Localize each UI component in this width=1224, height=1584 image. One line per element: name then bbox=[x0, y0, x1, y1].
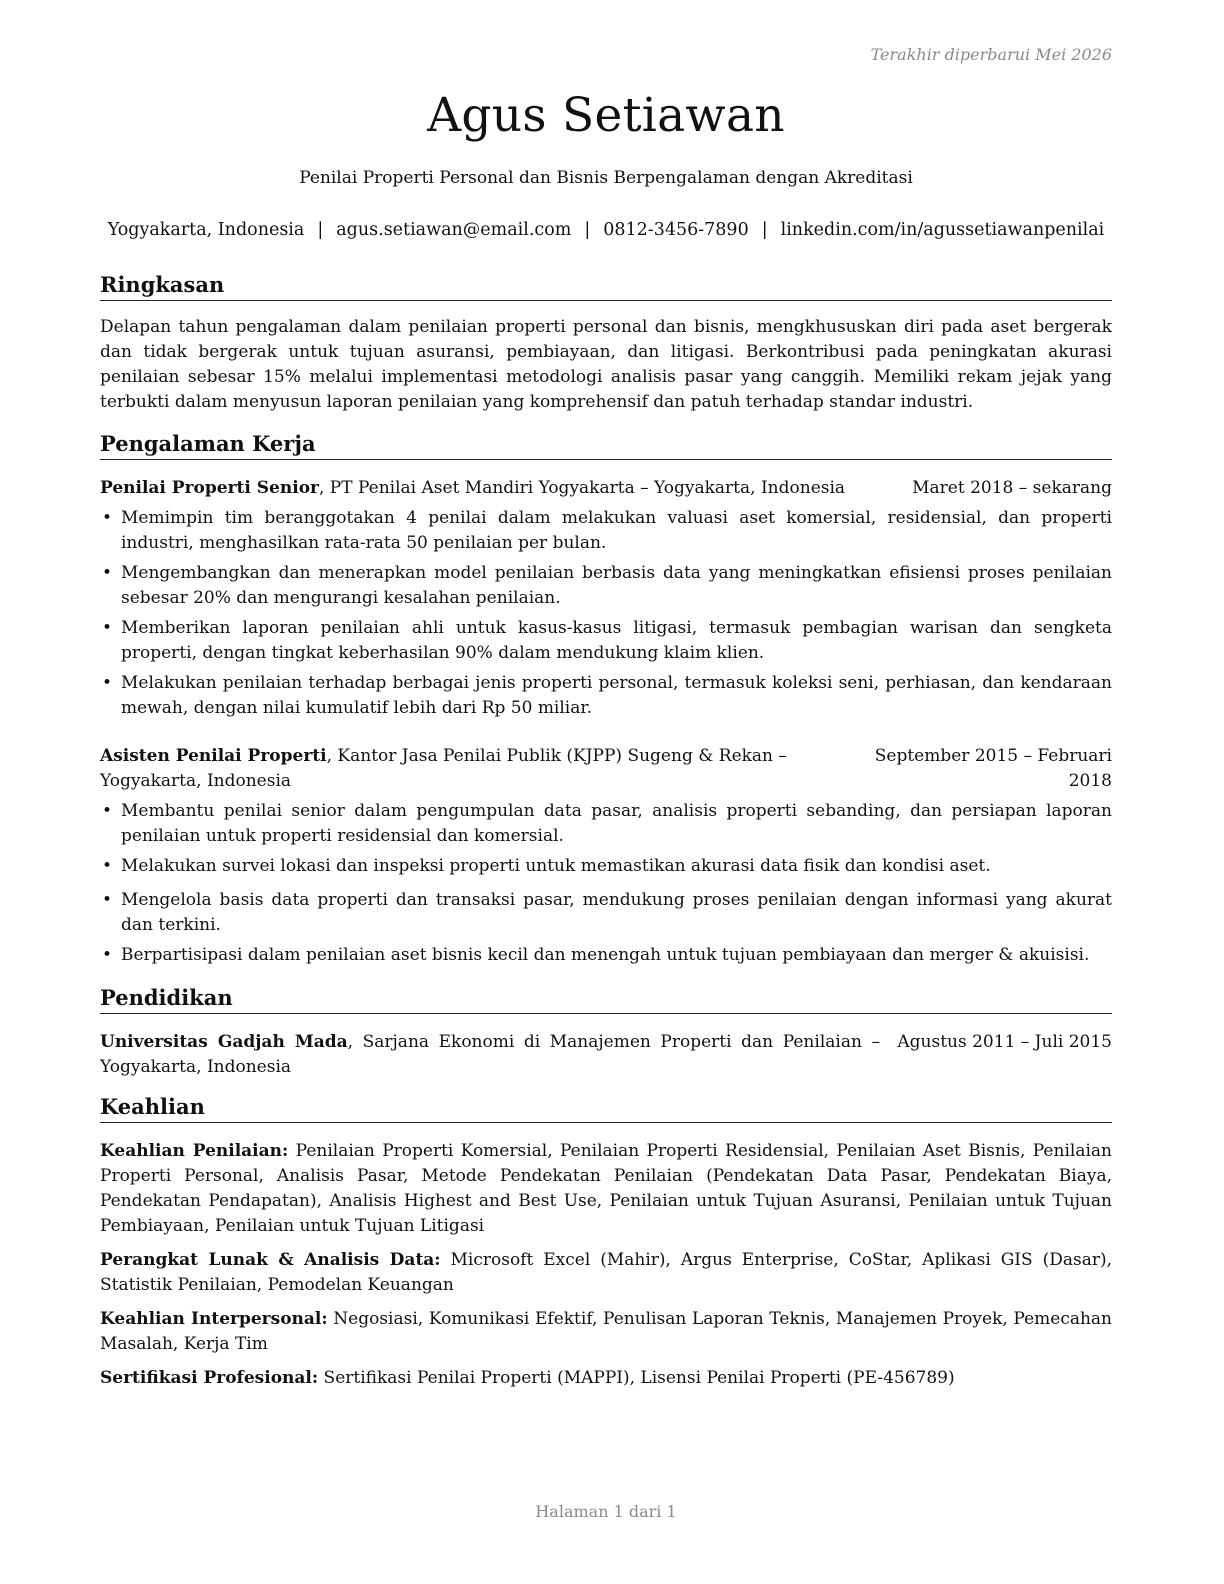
skill-group-text: Sertifikasi Penilai Properti (MAPPI), Lisensi Penilai Properti (PE-456789) bbox=[318, 1368, 955, 1388]
job-entry bbox=[100, 476, 1112, 721]
experience-section bbox=[100, 431, 1112, 973]
contact-separator: | bbox=[761, 220, 768, 240]
job-bullet: • Memimpin tim beranggotakan 4 penilai dalam melakukan valuasi aset komersial, residensial, dan properti industri, menghasilkan rata-rata 50 penilaian per bulan. bbox=[100, 506, 1112, 556]
job-bullet: • Melakukan survei lokasi dan inspeksi properti untuk memastikan akurasi data fisik dan kondisi aset. bbox=[100, 854, 1112, 879]
skill-group bbox=[100, 1248, 1112, 1298]
job-role: Penilai Properti Senior bbox=[100, 478, 319, 498]
skills-section bbox=[100, 1094, 1112, 1400]
skill-group-label: Keahlian Penilaian: bbox=[100, 1141, 289, 1161]
contact-separator: | bbox=[584, 220, 591, 240]
skill-group-label: Sertifikasi Profesional: bbox=[100, 1368, 319, 1388]
education-entry bbox=[100, 1030, 1112, 1080]
contact-separator: | bbox=[317, 220, 324, 240]
tagline: Penilai Properti Personal dan Bisnis Berpengalaman dengan Akreditasi bbox=[299, 168, 913, 188]
job-bullet: • Mengelola basis data properti dan transaksi pasar, mendukung proses penilaian dengan informasi yang akurat dan terkini. bbox=[100, 888, 1112, 938]
skill-group-label: Perangkat Lunak & Analisis Data: bbox=[100, 1250, 441, 1270]
contact-line bbox=[100, 220, 1112, 240]
job-entry bbox=[100, 744, 1112, 968]
job-bullets bbox=[100, 506, 1112, 721]
experience-heading: Pengalaman Kerja bbox=[100, 431, 1112, 460]
skill-group bbox=[100, 1139, 1112, 1239]
job-dates: September 2015 – Februari 2018 bbox=[874, 746, 1112, 791]
skill-group-text: Negosiasi, Komunikasi Efektif, Penulisan Laporan Teknis, Manajemen Proyek, Pemecahan Masalah, Kerja Tim bbox=[100, 1309, 1113, 1354]
summary-text: Delapan tahun pengalaman dalam penilaian properti personal dan bisnis, mengkhususkan diri pada aset bergerak dan tidak bergerak untuk tujuan asuransi, pembiayaan, dan litigasi. Berkontribusi pada peningkatan akurasi penilaian sebesar 15% melalui implementasi metodologi analisis pasar yang canggih. Memiliki rekam jejak yang terbukti dalam menyusun laporan penilaian yang komprehensif dan patuh terhadap standar industri. bbox=[100, 317, 1112, 412]
job-bullets bbox=[100, 799, 1112, 968]
job-bullet: • Membantu penilai senior dalam pengumpulan data pasar, analisis properti sebanding, dan persiapan laporan penilaian untuk properti residensial dan komersial. bbox=[100, 799, 1112, 849]
job-bullet: • Melakukan penilaian terhadap berbagai jenis properti personal, termasuk koleksi seni, perhiasan, dan kendaraan mewah, dengan nilai kumulatif lebih dari Rp 50 miliar. bbox=[100, 671, 1112, 721]
job-dates: Maret 2018 – sekarang bbox=[912, 478, 1112, 498]
job-role: Asisten Penilai Properti bbox=[100, 746, 327, 766]
job-header bbox=[100, 476, 1112, 501]
degree-detail: , Sarjana Ekonomi di Manajemen Properti dan Penilaian – Yogyakarta, Indonesia bbox=[100, 1032, 880, 1077]
contact-linkedin[interactable]: linkedin.com/in/agussetiawanpenilai bbox=[780, 220, 1105, 240]
candidate-name: Agus Setiawan bbox=[427, 88, 785, 143]
school-name: Universitas Gadjah Mada bbox=[100, 1032, 348, 1052]
contact-phone: 0812-3456-7890 bbox=[603, 220, 749, 240]
resume-page bbox=[100, 0, 1112, 1584]
summary-heading: Ringkasan bbox=[100, 272, 1112, 301]
job-bullet: • Berpartisipasi dalam penilaian aset bisnis kecil dan menengah untuk tujuan pembiayaan dan merger & akuisisi. bbox=[100, 943, 1112, 968]
skill-group-text: Microsoft Excel (Mahir), Argus Enterprise, CoStar, Aplikasi GIS (Dasar), Statistik Penilaian, Pemodelan Keuangan bbox=[100, 1250, 1112, 1295]
job-header bbox=[100, 744, 1112, 794]
skill-group bbox=[100, 1307, 1112, 1357]
contact-email[interactable]: agus.setiawan@email.com bbox=[336, 220, 572, 240]
skill-group-label: Keahlian Interpersonal: bbox=[100, 1309, 328, 1329]
summary-section bbox=[100, 272, 1112, 415]
last-updated: Terakhir diperbarui Mei 2026 bbox=[870, 45, 1112, 64]
contact-location: Yogyakarta, Indonesia bbox=[107, 220, 305, 240]
education-heading: Pendidikan bbox=[100, 985, 1112, 1014]
education-section bbox=[100, 985, 1112, 1080]
skill-group bbox=[100, 1366, 1112, 1391]
job-org: , PT Penilai Aset Mandiri Yogyakarta – Yogyakarta, Indonesia bbox=[318, 478, 846, 498]
skills-list bbox=[100, 1139, 1112, 1391]
job-org: , Kantor Jasa Penilai Publik (KJPP) Sugeng & Rekan – Yogyakarta, Indonesia bbox=[100, 746, 787, 791]
page-number: Halaman 1 dari 1 bbox=[535, 1502, 677, 1521]
education-dates: Agustus 2011 – Juli 2015 bbox=[897, 1032, 1112, 1052]
skill-group-text: Penilaian Properti Komersial, Penilaian Properti Residensial, Penilaian Aset Bisnis, Penilaian Properti Personal, Analisis Pasar, Metode Pendekatan Penilaian (Pendekatan Data Pasar, Pendekatan Biaya, Pendekatan Pendapatan), Analisis Highest and Best Use, Penilaian untuk Tujuan Asuransi, Penilaian untuk Tujuan Pembiayaan, Penilaian untuk Tujuan Litigasi bbox=[100, 1141, 1112, 1236]
job-bullet: • Mengembangkan dan menerapkan model penilaian berbasis data yang meningkatkan efisiensi proses penilaian sebesar 20% dan mengurangi kesalahan penilaian. bbox=[100, 561, 1112, 611]
skills-heading: Keahlian bbox=[100, 1094, 1112, 1123]
job-bullet: • Memberikan laporan penilaian ahli untuk kasus-kasus litigasi, termasuk pembagian warisan dan sengketa properti, dengan tingkat keberhasilan 90% dalam mendukung klaim klien. bbox=[100, 616, 1112, 666]
